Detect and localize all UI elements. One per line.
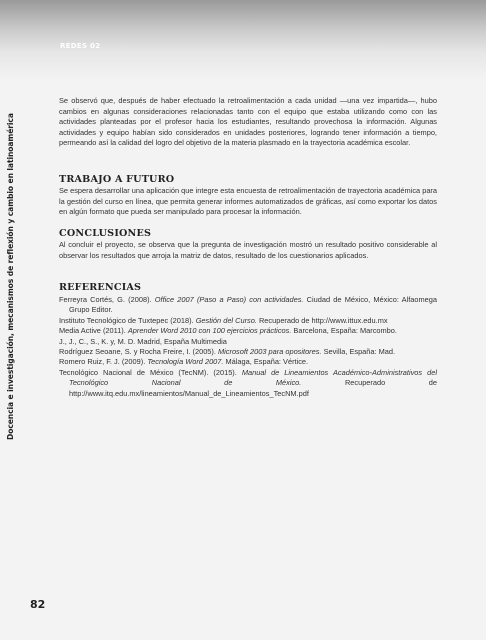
intro-text: Se observó que, después de haber efectuado la retroalimentación a cada unidad —una vez impartida—, hubo cambios en algunas consideraciones relacionadas tanto con el equipo que estaba utilizando como con las actividades planteadas por el profesor hacia los estudiantes, resultando provechosa la información. Algunas actividades y equipo habían sido considerados en unidades posteriores, logrando tener información a tiempo, permeando así la calidad del logro del objetivo de la materia plasmado en la trayectoria académica escolar. <box>59 96 437 148</box>
reference-item: J., J., C., S., K. y, M. D. Madrid, España Multimedia <box>59 336 227 346</box>
section-title-conclusions: CONCLUSIONES <box>59 228 152 239</box>
vertical-side-title: Docencia e investigación, mecanismos de reflexión y cambio en latinoamérica <box>6 113 15 440</box>
section-body-future-work: Se espera desarrollar una aplicación que integre esta encuesta de retroalimentación de trayectoria académica para la gestión del curso en línea, que permita generar informes automatizados de gráficas, así como exportar los datos en algún formato que pueda ser manipulado para procesar la información. <box>59 186 437 217</box>
page-number: 82 <box>30 598 46 611</box>
reference-item: Instituto Tecnológico de Tuxtepec (2018). Gestión del Curso. Recuperado de http://www.ittux.edu.mx <box>59 315 388 325</box>
running-header: REDES 02 <box>60 42 101 50</box>
header-fade <box>0 52 486 80</box>
section-body-conclusions: Al concluir el proyecto, se observa que la pregunta de investigación mostró un resultado positivo considerable al observar los resultados que arroja la matriz de datos, resultado de los cuestionarios aplicados. <box>59 240 437 260</box>
reference-item: Media Active (2011). Aprender Word 2010 con 100 ejercicios prácticos. Barcelona, España: Marcombo. <box>59 326 397 336</box>
section-title-references: REFERENCIAS <box>59 282 142 293</box>
reference-item: Tecnológico Nacional de México (TecNM). (2015). Manual de Lineamientos Académico-Administrativos del Tecnológico Nacional de México. Recuperado de http://www.itq.edu.mx/lineamientos/Manual_de_Lineamientos_TecNM.pdf <box>59 367 438 398</box>
reference-item: Romero Ruiz, F. J. (2009). Tecnología Word 2007. Málaga, España: Vértice. <box>59 357 309 367</box>
reference-item: Ferreyra Cortés, G. (2008). Office 2007 (Paso a Paso) con actividades. Ciudad de México, México: Alfaomega Grupo Editor. <box>59 295 437 315</box>
reference-list <box>59 295 437 399</box>
section-title-future-work: TRABAJO A FUTURO <box>59 174 175 185</box>
intro-paragraph <box>59 96 437 149</box>
reference-item: Rodríguez Seoane, S. y Rocha Freire, I. (2005). Microsoft 2003 para opositores. Sevilla, España: Mad. <box>59 347 396 357</box>
